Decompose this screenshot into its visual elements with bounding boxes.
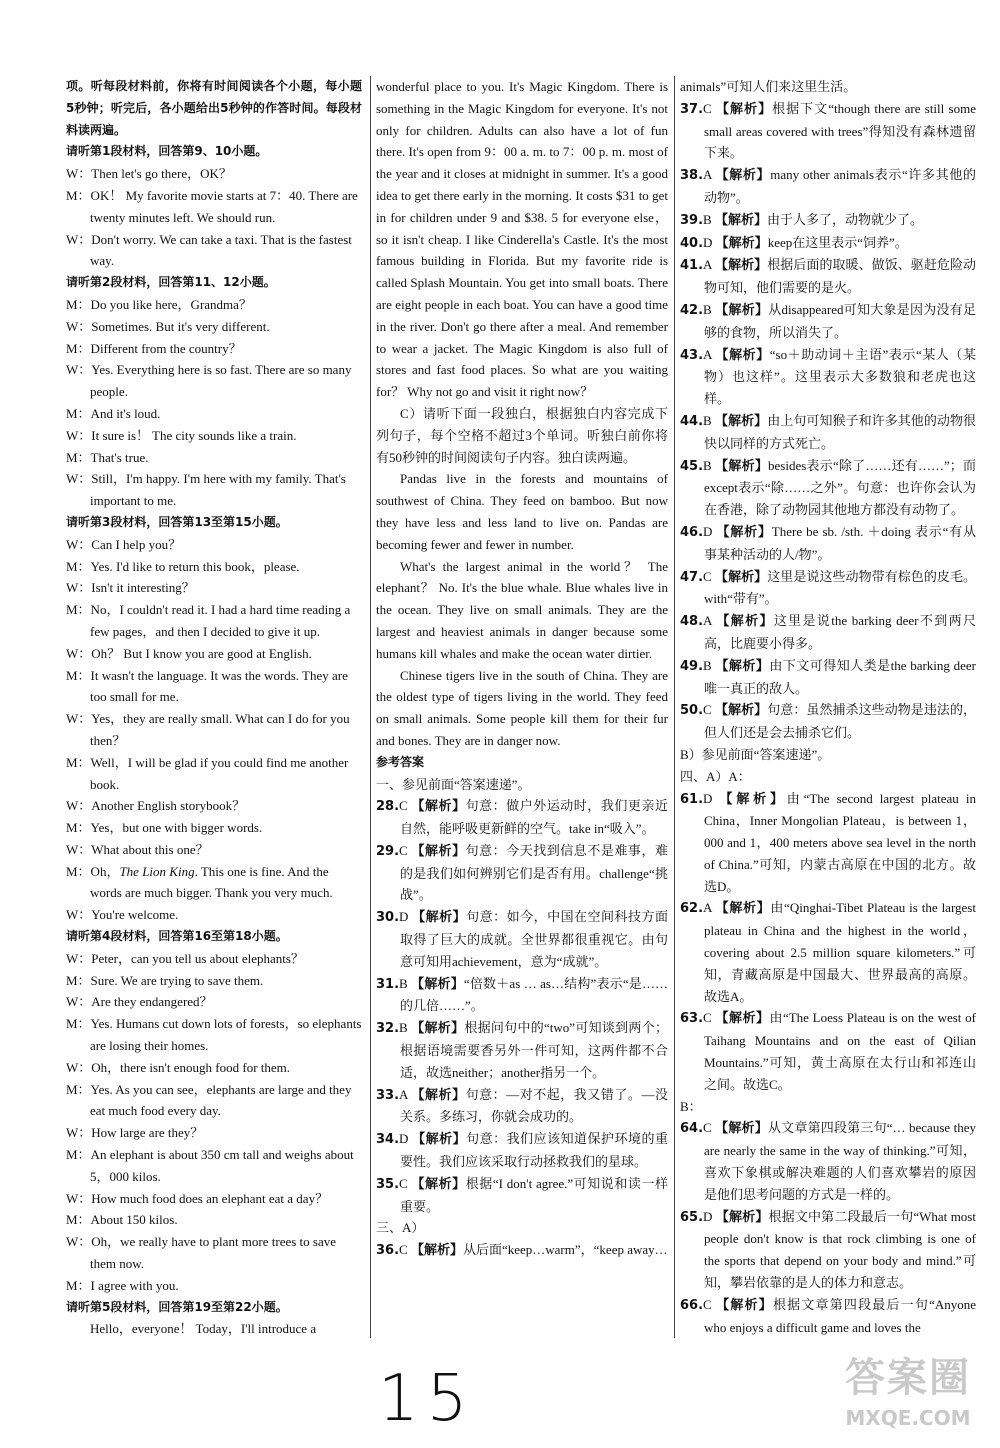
analysis-text: “so＋助动词＋主语”表示“某人（某物）也这样”。这里表示大多数狼和老虎也这样。 xyxy=(704,346,976,407)
question-number: 30. xyxy=(376,910,400,926)
question-number: 46. xyxy=(680,524,704,540)
question-number: 65. xyxy=(680,1209,704,1225)
section-note: 三、A） xyxy=(376,1220,425,1236)
column-right xyxy=(680,76,976,1338)
answer-item xyxy=(376,795,668,840)
answer-letter: C xyxy=(703,702,712,718)
analysis-text: 根据文章第四段最后一句“Anyone who enjoys a difficult game and loves the xyxy=(704,1296,976,1335)
answer-list xyxy=(376,795,668,1217)
answer-letter: B xyxy=(703,457,712,473)
answer-letter: C xyxy=(703,1120,712,1136)
intro-text: 项。听每段材料前，你将有时间阅读各个小题，每小题5秒钟；听完后，各小题给出5秒钟的作答时间。每段材料读两遍。 xyxy=(66,79,362,137)
dialogue-line: W：Oh，there isn't enough food for them. xyxy=(66,1059,291,1075)
analysis-text: 根据后面的取暖、做饭、驱赶危险动物可知，他们需要的是火。 xyxy=(704,257,976,296)
analysis-text: 由“The Loess Plateau is on the west of Taihang Mountains and on the east of Qilian Mountains.”可知，黄土高原在太行山和祁连山之间。故选C。 xyxy=(704,1010,976,1092)
answer-item xyxy=(680,655,976,700)
answer-item xyxy=(680,299,976,344)
analysis-tag: 【解析】 xyxy=(715,1011,770,1027)
question-number: 29. xyxy=(376,843,400,859)
question-number: 48. xyxy=(680,614,704,630)
analysis-text: 由“Qinghai-Tibet Plateau is the largest plateau in China and the highest in the world，covering about 2.5 million square kilometers.”可知，青藏高原是中国最大、世界最高的高原。故选A。 xyxy=(704,900,976,1004)
answer-item xyxy=(376,840,668,906)
answer-item xyxy=(376,973,668,1018)
answer-item xyxy=(680,1294,976,1339)
answer-letter: C xyxy=(703,100,712,116)
answer-item xyxy=(376,1239,668,1262)
dialogue-3 xyxy=(66,534,362,926)
analysis-text: 句意：做户外运动时，我们更亲近自然，能呼吸更新鲜的空气。take in“吸入”。 xyxy=(400,798,668,837)
continued-text: animals”可知人们来这里生活。 xyxy=(680,79,857,94)
dialogue-line: M：Sure. We are trying to save them. xyxy=(66,972,264,988)
answer-letter: D xyxy=(399,909,409,925)
answer-letter: A xyxy=(703,613,712,629)
answer-letter: A xyxy=(399,1086,408,1102)
section-note: B）参见前面“答案速递”。 xyxy=(680,746,831,762)
analysis-tag: 【解析】 xyxy=(715,569,768,585)
analysis-text: 这里是说这些动物带有棕色的皮毛。with“带有”。 xyxy=(704,568,976,607)
question-number: 64. xyxy=(680,1121,704,1137)
answer-item xyxy=(680,699,976,744)
answer-letter: C xyxy=(703,568,712,584)
analysis-tag: 【解析】 xyxy=(411,843,466,859)
answer-list xyxy=(680,1117,976,1338)
analysis-tag: 【解析】 xyxy=(410,1243,463,1259)
dialogue-line: W：How much food does an elephant eat a day？ xyxy=(66,1190,329,1206)
answer-letter: D xyxy=(703,523,713,539)
answer-letter: B xyxy=(703,301,712,317)
dialogue-line: W：You're welcome. xyxy=(66,907,179,923)
dialogue-text: . This one is fine. And the words are much bigger. Thank you very much. xyxy=(90,863,333,901)
analysis-tag: 【解析】 xyxy=(715,101,773,117)
watermark-main: 答案圈 xyxy=(845,1355,971,1401)
dialogue-line: M：About 150 kilos. xyxy=(66,1212,178,1228)
section-heading: 请听第1段材料，回答第9、10小题。 xyxy=(66,144,268,159)
column-divider xyxy=(370,76,371,1338)
monologue-text: wonderful place to you. It's Magic Kingdom. There is something in the Magic Kingdom for everyone. It's not only for children. Adults can also have a lot of fun there. It's open from 9：00 a. m. to 7：00 p. m. most of the year and it closes at midnight in summer. It's a good idea to get there early in the morning. It costs $31 to get in for children under 9 and $38. 5 for everyone else，so it isn't cheap. I like Cinderella's Castle. It's the most famous building in Florida. But my favorite ride is called Splash Mountain. You get into small boats. There are eight people in each boat. You can have a good time in the river. Don't go there after a meal. And remember to wear a jacket. The Magic Kingdom is also full of stores and fast food places. So what are you waiting for？ Why not go and visit it right now？ xyxy=(376,79,668,400)
question-number: 43. xyxy=(680,347,704,363)
answer-item xyxy=(680,455,976,521)
answer-letter: C xyxy=(399,798,408,814)
analysis-tag: 【解析】 xyxy=(715,258,768,274)
dialogue-1 xyxy=(66,163,362,272)
dialogue-line: W：Are they endangered？ xyxy=(66,994,213,1010)
analysis-text: 句意：—对不起，我又错了。—没关系。多练习，你就会成功的。 xyxy=(400,1086,668,1125)
answer-item xyxy=(680,164,976,209)
answer-letter: B xyxy=(703,211,712,227)
answer-item xyxy=(680,1206,976,1294)
answer-letter: A xyxy=(703,167,712,183)
section-heading: 请听第2段材料，回答第11、12小题。 xyxy=(66,275,276,290)
dialogue-line: W：What about this one？ xyxy=(66,841,209,857)
dialogue-line: M：I agree with you. xyxy=(66,1277,179,1293)
question-number: 34. xyxy=(376,1132,400,1148)
answer-item xyxy=(680,254,976,299)
part-c-instructions: C）请听下面一段独白，根据独白内容完成下列句子，每个空格不超过3个单词。听独白前你将有50秒钟的时间阅读句子内容。独白读两遍。 xyxy=(376,405,668,465)
dialogue-line: M：That's true. xyxy=(66,449,149,465)
analysis-tag: 【解析】 xyxy=(715,1209,769,1225)
analysis-tag: 【解析】 xyxy=(715,658,770,674)
column-left xyxy=(66,76,362,1340)
answer-item xyxy=(680,521,976,566)
dialogue-line: M：And it's loud. xyxy=(66,405,161,421)
question-number: 45. xyxy=(680,458,704,474)
answer-item xyxy=(680,410,976,455)
answer-letter: C xyxy=(703,1010,712,1026)
monologue-paragraph: Pandas live in the forests and mountains of southwest of China. They feed on bamboo. But now they have less and less land to live on. Pandas are becoming fewer and fewer in number. xyxy=(376,471,668,552)
answers-heading: 参考答案 xyxy=(376,754,425,769)
analysis-text: 根据问句中的“two”可知谈到两个；根据语境需要香另外一件可知，这两件都不合适，故选neither；another指另一个。 xyxy=(400,1020,668,1080)
answer-letter: D xyxy=(703,1208,713,1224)
section-note: 四、A）A： xyxy=(680,768,751,784)
answer-letter: B xyxy=(703,412,712,428)
answer-letter: D xyxy=(399,1131,409,1147)
analysis-text: 句意：如今，中国在空间科技方面取得了巨大的成就。全世界都很重视它。由句意可知用achievement，意为“成就”。 xyxy=(400,909,668,969)
question-number: 33. xyxy=(376,1087,400,1103)
dialogue-line: W：Peter，can you tell us about elephants？ xyxy=(66,950,304,966)
analysis-tag: 【解析】 xyxy=(715,1121,768,1137)
answer-list xyxy=(680,788,976,1096)
analysis-text: 由下文可得知人类是the barking deer唯一真正的敌人。 xyxy=(704,657,977,696)
answer-letter: B xyxy=(703,657,712,673)
answer-item xyxy=(680,232,976,255)
analysis-tag: 【解析】 xyxy=(714,212,767,228)
section-note: B： xyxy=(680,1098,702,1114)
analysis-tag: 【解析】 xyxy=(719,791,787,807)
analysis-text: 句意：我们应该知道保护环境的重要性。我们应该采取行动拯救我们的星球。 xyxy=(400,1131,668,1170)
question-number: 32. xyxy=(376,1021,400,1037)
answer-letter: A xyxy=(703,900,712,916)
answer-item xyxy=(376,1173,668,1218)
answer-item xyxy=(376,1128,668,1173)
question-number: 36. xyxy=(376,1243,400,1259)
analysis-tag: 【解析】 xyxy=(715,413,768,429)
answer-item xyxy=(376,1017,668,1083)
analysis-tag: 【解析】 xyxy=(715,168,771,184)
monologue-paragraph: What's the largest animal in the world？ The elephant？ No. It's the blue whale. Blue whales live in the ocean. They live on small animals. They are the largest and heaviest animals in danger because some humans kill whales and make the ocean water dirtier. xyxy=(376,558,668,661)
dialogue-line: M：Yes. As you can see，elephants are large and they eat much food every day. xyxy=(66,1081,352,1119)
analysis-tag: 【解析】 xyxy=(716,614,774,630)
analysis-tag: 【解析】 xyxy=(715,302,769,318)
dialogue-line: M：Do you like here，Grandma？ xyxy=(66,296,252,312)
section-heading: 请听第5段材料，回答第19至第22小题。 xyxy=(66,1299,288,1314)
dialogue-line: M：Yes. Humans cut down lots of forests，so elephants are losing their homes. xyxy=(66,1016,362,1054)
question-number: 31. xyxy=(376,976,400,992)
answer-letter: C xyxy=(703,1296,712,1312)
dialogue-line: W：How large are they？ xyxy=(66,1125,204,1141)
dialogue-line xyxy=(66,861,362,905)
analysis-text: 从文章第四段第三句“… because they are nearly the same in the way of thinking.”可知，喜欢下象棋或解决难题的人们喜欢攀岩的原因是他们思考问题的方式是一样的。 xyxy=(704,1120,976,1202)
dialogue-line: W：Isn't it interesting？ xyxy=(66,580,195,596)
analysis-text: 根据“I don't agree.”可知说和读一样重要。 xyxy=(400,1175,669,1214)
answer-letter: C xyxy=(399,1242,408,1258)
analysis-text: 根据文中第二段最后一句“What most people don't know is that rock climbing is one of the sports that depend on your body and mind.”可知，攀岩依靠的是人的体力和意志。 xyxy=(704,1208,976,1291)
answer-letter: D xyxy=(703,234,713,250)
dialogue-line: M：An elephant is about 350 cm tall and weighs about 5，000 kilos. xyxy=(66,1147,354,1184)
answer-letter: C xyxy=(399,1175,408,1191)
dialogue-line: W：Don't worry. We can take a taxi. That is the fastest way. xyxy=(66,231,352,269)
question-number: 47. xyxy=(680,569,704,585)
dialogue-line: W：Then let's go there，OK？ xyxy=(66,166,232,182)
analysis-text: besides表示“除了……还有……”；而except表示“除……之外”。句意：也许你会认为在香港，除了动物园其他地方都没有动物了。 xyxy=(704,457,976,518)
analysis-text: 句意：今天找到信息不是难事，难的是我们如何辨别它们是否有用。challenge“挑战”。 xyxy=(400,842,668,903)
book-title: The Lion King xyxy=(119,863,195,879)
analysis-tag: 【解析】 xyxy=(411,1087,466,1103)
section-heading: 请听第3段材料，回答第13至第15小题。 xyxy=(66,514,288,529)
answer-item xyxy=(680,1007,976,1095)
dialogue-line: W：Oh，we really have to plant more trees to save them now. xyxy=(66,1234,337,1272)
analysis-text: 由“The second largest plateau in China，Inner Mongolian Plateau，is between 1，000 and 1，400 meters above sea level in the north of China.”可知，内蒙古高原在中国的北方。故选D。 xyxy=(704,790,976,894)
analysis-tag: 【解析】 xyxy=(715,347,770,363)
dialogue-line: M：It wasn't the language. It was the words. They are too small for me. xyxy=(66,667,348,705)
question-number: 44. xyxy=(680,413,704,429)
column-middle xyxy=(376,76,668,1262)
answer-letter: A xyxy=(703,346,712,362)
section-note: 一、参见前面“答案速递”。 xyxy=(376,776,531,792)
dialogue-2 xyxy=(66,294,362,512)
analysis-text: 由上句可知猴子和许多其他的动物很快以同样的方式死亡。 xyxy=(704,412,976,451)
dialogue-line: W：Still，I'm happy. I'm here with my family. That's important to me. xyxy=(66,471,346,509)
answer-item xyxy=(680,897,976,1007)
analysis-text: There be sb. /sth. ＋doing 表示“有从事某种活动的人/物”。 xyxy=(704,523,977,562)
watermark-url: MXQE.COM xyxy=(845,1406,971,1430)
analysis-tag: 【解析】 xyxy=(715,458,769,474)
answer-letter: C xyxy=(399,842,408,858)
answer-item xyxy=(680,209,976,232)
analysis-text: 这里是说the barking deer不到两尺高，比鹿要小得多。 xyxy=(704,613,976,651)
question-number: 42. xyxy=(680,302,704,318)
analysis-tag: 【解析】 xyxy=(716,1297,773,1313)
answer-item xyxy=(680,566,976,611)
column-divider xyxy=(674,76,675,1338)
analysis-tag: 【解析】 xyxy=(412,910,467,926)
page-number: 15 xyxy=(378,1362,476,1436)
dialogue-line: W：Another English storybook？ xyxy=(66,798,246,814)
analysis-text: 句意：虽然捕杀这些动物是违法的，但人们还是会去捕杀它们。 xyxy=(704,702,976,741)
section-heading: 请听第4段材料，回答第16至第18小题。 xyxy=(66,929,288,944)
dialogue-speaker-text: M：Oh， xyxy=(66,863,120,879)
answer-item xyxy=(680,98,976,164)
answer-letter: B xyxy=(399,1020,408,1036)
analysis-tag: 【解析】 xyxy=(412,1132,467,1148)
analysis-tag: 【解析】 xyxy=(716,524,772,540)
question-number: 61. xyxy=(680,791,704,807)
analysis-tag: 【解析】 xyxy=(411,976,464,992)
question-number: 38. xyxy=(680,168,704,184)
question-number: 35. xyxy=(376,1176,400,1192)
analysis-text: “倍数＋as … as…结构”表示“是……的几倍……”。 xyxy=(400,975,668,1014)
dialogue-line: W：It sure is！ The city sounds like a train. xyxy=(66,427,297,443)
dialogue-line: M：OK！ My favorite movie starts at 7：40. There are twenty minutes left. We should run. xyxy=(66,187,358,225)
analysis-tag: 【解析】 xyxy=(715,703,768,719)
answer-item xyxy=(376,906,668,972)
question-number: 37. xyxy=(680,101,704,117)
answer-letter: D xyxy=(703,790,713,806)
question-number: 62. xyxy=(680,901,704,917)
analysis-tag: 【解析】 xyxy=(715,901,771,917)
answer-letter: A xyxy=(703,257,712,273)
analysis-tag: 【解析】 xyxy=(411,1176,466,1192)
question-number: 40. xyxy=(680,235,704,251)
analysis-text: 从disappeared可知大象是因为没有足够的食物，所以消失了。 xyxy=(704,301,976,340)
question-number: 41. xyxy=(680,258,704,274)
dialogue-line: W：Yes. Everything here is so fast. There are so many people. xyxy=(66,362,352,400)
dialogue-line: M：Yes，but one with bigger words. xyxy=(66,820,263,836)
dialogue-line: W：Sometimes. But it's very different. xyxy=(66,318,270,334)
monologue-paragraph: Chinese tigers live in the south of China. They are the oldest type of tigers living in the world. They feed on small animals. Some people kill them for their fur and bones. They are in danger now. xyxy=(376,667,668,748)
question-number: 63. xyxy=(680,1011,704,1027)
dialogue-line: W：Yes，they are really small. What can I do for you then？ xyxy=(66,711,350,748)
watermark-logo xyxy=(828,1352,988,1440)
analysis-text: 由于人多了，动物就少了。 xyxy=(766,211,923,227)
answer-item xyxy=(376,1084,668,1129)
analysis-tag: 【解析】 xyxy=(715,235,768,251)
analysis-text: 从后面“keep…warm”，“keep away… xyxy=(462,1242,668,1258)
question-number: 39. xyxy=(680,212,704,228)
dialogue-line: M：Yes. I'd like to return this book，please. xyxy=(66,558,300,574)
dialogue-line: M：Well，I will be glad if you could find me another book. xyxy=(66,754,349,792)
dialogue-line: M：No，I couldn't read it. I had a hard time reading a few pages，and then I decided to give it up. xyxy=(66,602,351,639)
analysis-text: keep在这里表示“饲养”。 xyxy=(767,234,908,250)
dialogue-line: M：Different from the country？ xyxy=(66,340,242,356)
dialogue-line: W：Can I help you？ xyxy=(66,536,182,552)
dialogue-line: W：Oh？ But I know you are good at English. xyxy=(66,645,312,661)
question-number: 49. xyxy=(680,658,704,674)
analysis-tag: 【解析】 xyxy=(411,1021,465,1037)
answer-item xyxy=(680,344,976,410)
answer-item xyxy=(680,1117,976,1205)
dialogue-4 xyxy=(66,948,362,1297)
analysis-tag: 【解析】 xyxy=(411,799,466,815)
analysis-text: 根据下文“though there are still some small areas covered with trees”得知没有森林遗留下来。 xyxy=(704,100,976,161)
answer-item xyxy=(680,788,976,898)
monologue-start: Hello，everyone！ Today，I'll introduce a xyxy=(90,1321,317,1337)
answer-list xyxy=(680,98,976,744)
question-number: 28. xyxy=(376,799,400,815)
answer-letter: B xyxy=(399,975,408,991)
analysis-text: many other animals表示“许多其他的动物”。 xyxy=(704,167,976,205)
answer-item xyxy=(680,610,976,655)
question-number: 66. xyxy=(680,1297,704,1313)
question-number: 50. xyxy=(680,703,704,719)
